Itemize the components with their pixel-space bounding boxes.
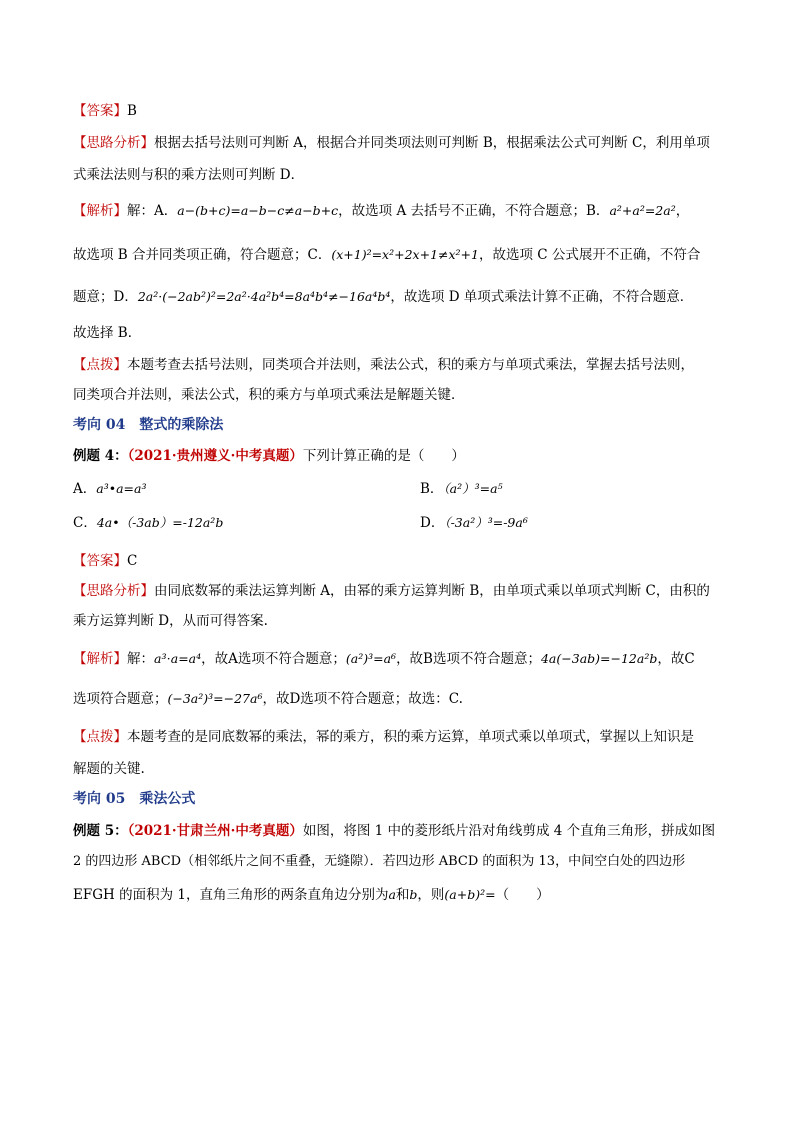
tip-line-3b: 同类项合并法则，乘法公式，积的乘方与单项式乘法是解题关键． <box>73 387 465 403</box>
analysis-tag: 【思路分析】 <box>73 583 154 599</box>
tip-tag: 【点拨】 <box>73 357 127 373</box>
solution-tag: 【解析】 <box>73 651 127 667</box>
example-text: 如图，将图 1 中的菱形纸片沿对角线剪成 4 个直角三角形，拼成如图 <box>302 823 716 839</box>
tip-text: 本题考查去括号法则，同类项合并法则，乘法公式，积的乘方与单项式乘法，掌握去括号法则， <box>127 357 694 373</box>
options-row-1 <box>73 480 713 498</box>
example-text: （ ） <box>495 887 550 903</box>
section-heading-05 <box>73 790 195 808</box>
analysis-text: 由同底数幂的乘法运算判断 A，由幂的乘方运算判断 B，由单项式乘以单项式判断 C，由积的 <box>154 583 710 599</box>
solution-math: 2a²·(−2ab²)²=2a²·4a²b⁴=8a⁴b⁴≠−16a⁴b⁴ <box>137 289 391 304</box>
option-c[interactable] <box>73 515 223 531</box>
option-expr: （-3a²）³=-9a⁶ <box>444 515 528 530</box>
solution-line-3d: 故选择 B． <box>73 325 142 341</box>
option-label: C． <box>73 515 97 531</box>
options-row-2 <box>73 514 713 532</box>
solution-math: a³⋅a=a⁴ <box>154 651 202 666</box>
solution-text: ，故C <box>657 651 695 667</box>
solution-text: 解： <box>127 651 154 667</box>
example-5-line-3 <box>73 886 550 904</box>
example-4-question <box>73 447 465 465</box>
tip-line-3a <box>73 356 694 374</box>
solution-text: 选项符合题意； <box>73 691 168 707</box>
example-label: 例题 4： <box>73 448 128 464</box>
solution-math: (a²)³=a⁶ <box>345 651 397 666</box>
solution-text: ，故选项 C 公式展开不正确，不符合 <box>478 247 701 263</box>
example-text: ，则 <box>417 887 445 903</box>
solution-line-4a <box>73 650 695 668</box>
option-label: A． <box>73 481 97 497</box>
solution-line-3a <box>73 202 689 220</box>
solution-line-4b <box>73 690 463 708</box>
example-text: 和 <box>395 887 410 903</box>
section-heading-04 <box>73 416 223 434</box>
example-label: 例题 5： <box>73 823 128 839</box>
option-a[interactable] <box>73 481 146 497</box>
example-5-line-2: 2 的四边形 ABCD（相邻纸片之间不重叠，无缝隙）．若四边形 ABCD 的面积为 13，中间空白处的四边形 <box>73 854 686 869</box>
solution-math: (x+1)²=x²+2x+1≠x²+1 <box>331 247 479 262</box>
option-b[interactable] <box>420 480 503 498</box>
answer-tag: 【答案】 <box>73 103 127 119</box>
example-math: a <box>388 887 396 902</box>
section-number: 考向 04 <box>73 417 126 433</box>
option-d[interactable] <box>420 514 528 532</box>
example-5-line-1 <box>73 822 715 840</box>
answer-line-4 <box>73 552 137 570</box>
example-question: 下列计算正确的是（ ） <box>302 448 465 464</box>
option-expr: a³•a=a³ <box>96 481 147 496</box>
example-text: EFGH 的面积为 1，直角三角形的两条直角边分别为 <box>73 887 389 903</box>
solution-text: ， <box>675 203 690 219</box>
answer-value: C <box>127 553 138 569</box>
solution-math: a²+a²=2a² <box>609 203 676 218</box>
example-source: （2021·甘肃兰州·中考真题） <box>127 823 303 839</box>
tip-line-4b: 解题的关键. <box>73 761 145 777</box>
solution-line-3b <box>73 246 700 264</box>
option-expr: （a²）³=a⁵ <box>443 481 503 496</box>
analysis-line-4a <box>73 582 710 600</box>
tip-tag: 【点拨】 <box>73 729 127 745</box>
solution-line-3c <box>73 288 693 306</box>
tip-line-4a <box>73 728 694 746</box>
section-title: 整式的乘除法 <box>139 417 224 433</box>
section-title: 乘法公式 <box>139 791 196 807</box>
solution-math: (−3a²)³=−27a⁶ <box>167 691 263 706</box>
solution-math: a−(b+c)=a−b−c≠a−b+c <box>177 203 339 218</box>
analysis-tag: 【思路分析】 <box>73 135 154 151</box>
example-math: (a+b)²= <box>444 887 496 902</box>
answer-tag: 【答案】 <box>73 553 127 569</box>
analysis-line-3b: 式乘法法则与积的乘方法则可判断 D． <box>73 167 305 183</box>
solution-math: 4a(−3ab)=−12a²b <box>540 651 658 666</box>
solution-text: ，故A选项不符合题意； <box>201 651 346 667</box>
solution-text: 故选项 B 合并同类项正确，符合题意；C． <box>73 247 332 263</box>
option-label: B． <box>420 481 444 497</box>
section-number: 考向 05 <box>73 791 126 807</box>
example-source: （2021·贵州遵义·中考真题） <box>127 448 303 464</box>
analysis-line-4b: 乘方运算判断 D，从而可得答案. <box>73 613 268 629</box>
solution-text: ，故选项 D 单项式乘法计算不正确，不符合题意． <box>390 289 694 305</box>
option-expr: 4a•（-3ab）=-12a²b <box>96 515 224 530</box>
option-label: D． <box>420 515 445 531</box>
solution-text: 题意；D． <box>73 289 138 305</box>
solution-text: ，故D选项不符合题意；故选：C. <box>262 691 463 707</box>
analysis-line-3a <box>73 134 710 152</box>
example-math: b <box>409 887 418 902</box>
solution-text: 解：A． <box>127 203 178 219</box>
analysis-text: 根据去括号法则可判断 A，根据合并同类项法则可判断 B，根据乘法公式可判断 C，利用单项 <box>154 135 710 151</box>
tip-text: 本题考查的是同底数幂的乘法，幂的乘方，积的乘方运算，单项式乘以单项式，掌握以上知识是 <box>127 729 694 745</box>
answer-value: B <box>127 103 137 119</box>
solution-tag: 【解析】 <box>73 203 127 219</box>
answer-line-3 <box>73 102 137 120</box>
solution-text: ，故B选项不符合题意； <box>396 651 541 667</box>
solution-text: ，故选项 A 去括号不正确，不符合题意；B． <box>338 203 610 219</box>
